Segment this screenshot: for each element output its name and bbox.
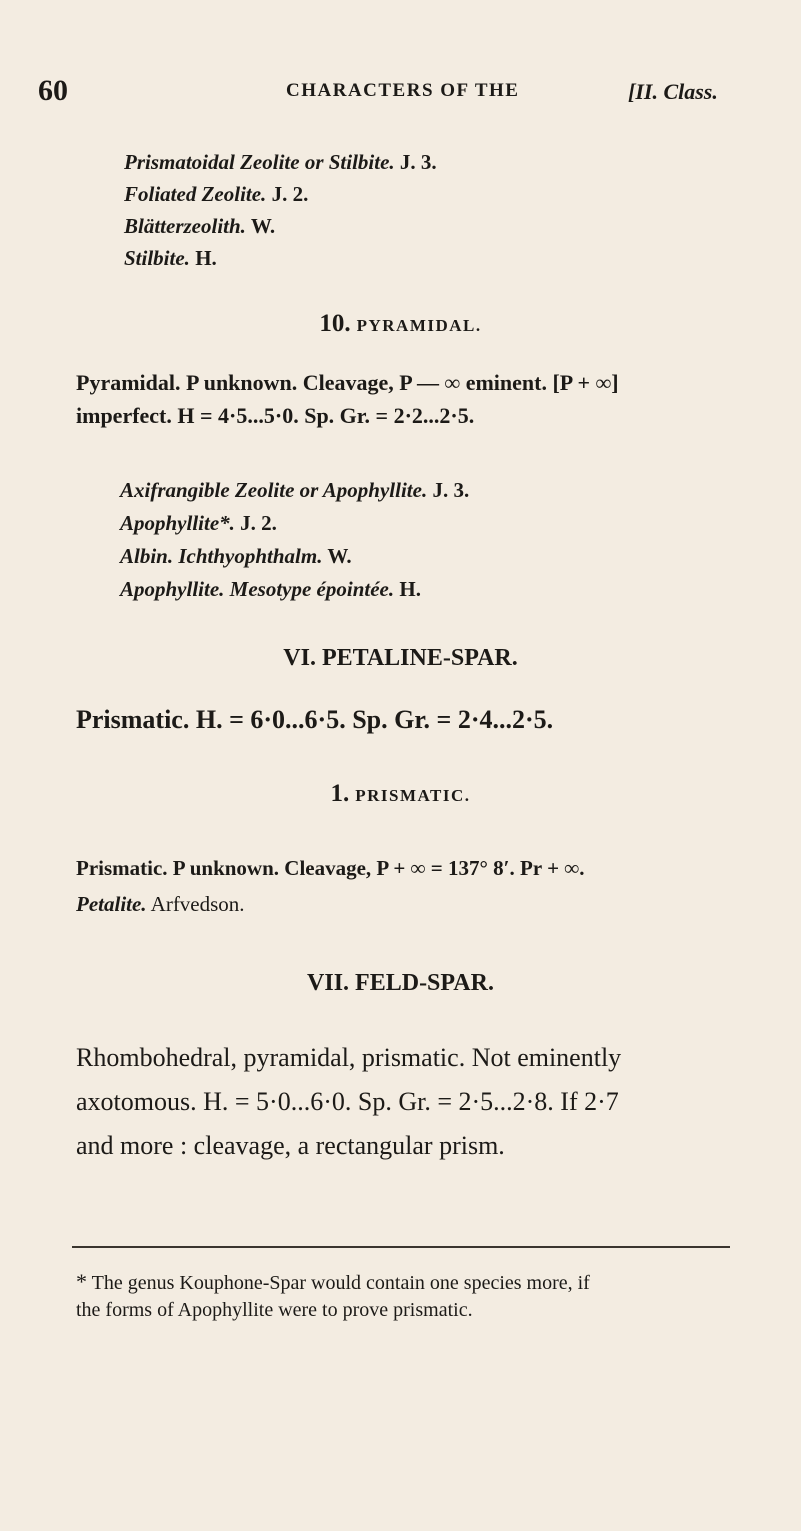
- synonym-ref: J. 2.: [240, 511, 277, 535]
- species-description-line: Prismatic. P unknown. Cleavage, P + ∞ = 137° 8′. Pr + ∞.: [76, 856, 585, 880]
- synonym-name: Foliated Zeolite.: [124, 182, 267, 206]
- synonym-ref: J. 3.: [432, 478, 470, 502]
- species-number: 10.: [319, 310, 351, 337]
- order-heading: VII. FELD-SPAR.: [307, 970, 494, 996]
- species-heading: [0, 310, 801, 338]
- synonym-line: [124, 214, 275, 239]
- order-character: Prismatic. H. = 6·0...6·5. Sp. Gr. = 2·4...2·5.: [76, 705, 554, 734]
- order-heading: VI. PETALINE-SPAR.: [283, 645, 518, 671]
- species-name: PYRAMIDAL.: [356, 316, 482, 335]
- synonym-ref: J. 3.: [399, 150, 437, 174]
- footnote-line: [76, 1267, 590, 1298]
- running-title: CHARACTERS OF THE: [286, 80, 520, 101]
- synonym-line: [120, 544, 352, 569]
- footnote-marker: *: [76, 1269, 87, 1294]
- species-heading: [0, 780, 801, 808]
- species-name: PRISMATIC.: [355, 786, 471, 805]
- synonym-line: [120, 511, 277, 536]
- footnote-text: The genus Kouphone-Spar would contain one species more, if: [91, 1272, 590, 1294]
- synonym-name: Petalite.: [76, 892, 147, 916]
- class-label: [II. Class.: [628, 79, 718, 104]
- synonym-ref: Arfvedson.: [150, 892, 245, 916]
- synonym-name: Apophyllite*.: [120, 511, 235, 535]
- synonym-ref: W.: [327, 544, 352, 568]
- species-description-line: imperfect. H = 4·5...5·0. Sp. Gr. = 2·2...2·5.: [76, 403, 475, 428]
- synonym-line: [120, 577, 421, 602]
- synonym-line: [124, 150, 437, 175]
- synonym-name: Albin. Ichthyophthalm.: [120, 544, 323, 568]
- synonym-line: [124, 246, 217, 271]
- order-character-line: Rhombohedral, pyramidal, prismatic. Not eminently: [76, 1043, 622, 1072]
- synonym-name: Blätterzeolith.: [124, 214, 246, 238]
- synonym-ref: H.: [399, 577, 421, 601]
- synonym-name: Prismatoidal Zeolite or Stilbite.: [124, 150, 395, 174]
- order-character-line: axotomous. H. = 5·0...6·0. Sp. Gr. = 2·5...2·8. If 2·7: [76, 1087, 619, 1116]
- footnote-line: the forms of Apophyllite were to prove prismatic.: [76, 1299, 473, 1321]
- footnote-divider: [72, 1246, 730, 1248]
- species-number: 1.: [330, 780, 350, 807]
- synonym-name: Apophyllite. Mesotype épointée.: [120, 577, 395, 601]
- order-character-line: and more : cleavage, a rectangular prism.: [76, 1131, 505, 1160]
- species-description-line: Pyramidal. P unknown. Cleavage, P — ∞ eminent. [P + ∞]: [76, 370, 619, 395]
- synonym-ref: J. 2.: [271, 182, 309, 206]
- synonym-name: Stilbite.: [124, 246, 190, 270]
- synonym-ref: W.: [250, 214, 276, 238]
- synonym-line: [120, 478, 469, 503]
- synonym-line: [124, 182, 308, 207]
- synonym-line: [76, 892, 245, 917]
- synonym-name: Axifrangible Zeolite or Apophyllite.: [120, 478, 428, 502]
- synonym-ref: H.: [195, 246, 217, 270]
- page-number: 60: [38, 74, 68, 107]
